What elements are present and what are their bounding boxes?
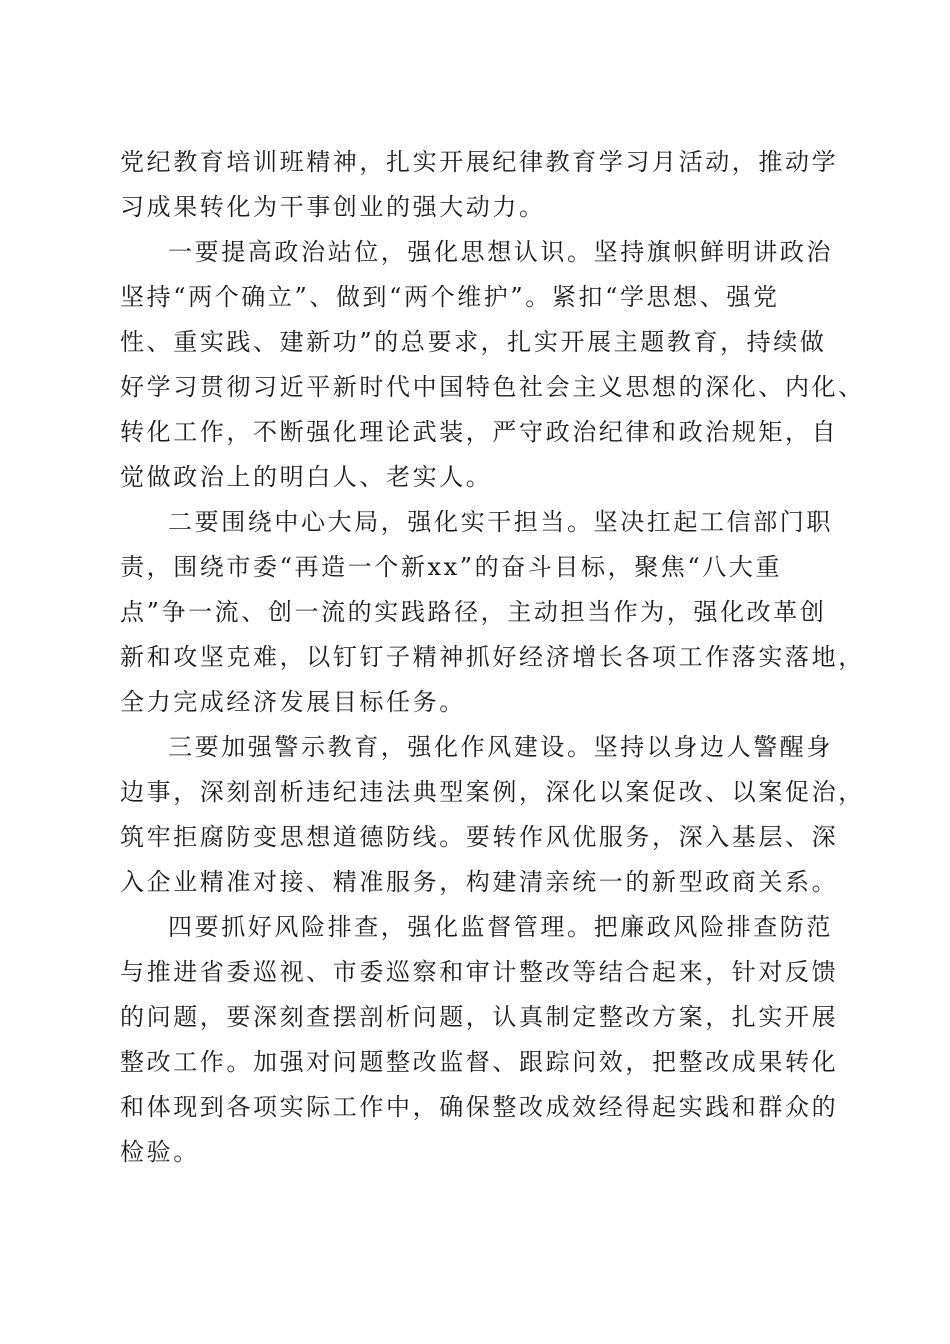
paragraph-line: 边事，深刻剖析违纪违法典型案例，深化以案促改、以案促治， [120, 778, 865, 806]
paragraph-line: 四要抓好风险排查，强化监督管理。把廉政风险排查防范 [168, 913, 833, 941]
paragraph-line: 的问题，要深刻查摆剖析问题，认真制定整改方案，扎实开展 [120, 1003, 839, 1031]
paragraph-line: 新和攻坚克难，以钉钉子精神抓好经济增长各项工作落实落地， [120, 643, 865, 671]
paragraph-line: 点”争一流、创一流的实践路径，主动担当作为，强化改革创 [120, 598, 827, 626]
paragraph-line: 二要围绕中心大局，强化实干担当。坚决扛起工信部门职 [168, 508, 833, 536]
paragraph-line: 坚持“两个确立”、做到“两个维护”。紧扣“学思想、强党 [120, 283, 780, 311]
paragraph-line: 和体现到各项实际工作中，确保整改成效经得起实践和群众的 [120, 1093, 839, 1121]
paragraph-line: 筑牢拒腐防变思想道德防线。要转作风优服务，深入基层、深 [120, 823, 839, 851]
paragraph-line: 习成果转化为干事创业的强大动力。 [120, 193, 546, 221]
paragraph-line: 党纪教育培训班精神，扎实开展纪律教育学习月活动，推动学 [120, 148, 839, 176]
paragraph-line: 转化工作，不断强化理论武装，严守政治纪律和政治规矩，自 [120, 418, 839, 446]
paragraph-line: 整改工作。加强对问题整改监督、跟踪问效，把整改成果转化 [120, 1048, 839, 1076]
paragraph-line: 好学习贯彻习近平新时代中国特色社会主义思想的深化、内化、 [120, 373, 865, 401]
paragraph-line: 觉做政治上的明白人、老实人。 [120, 463, 493, 491]
paragraph-line: 与推进省委巡视、市委巡察和审计整改等结合起来，针对反馈 [120, 958, 839, 986]
paragraph-line: 一要提高政治站位，强化思想认识。坚持旗帜鲜明讲政治 [168, 238, 833, 266]
paragraph-line: 检验。 [120, 1138, 200, 1166]
paragraph-line: 入企业精准对接、精准服务，构建清亲统一的新型政商关系。 [120, 868, 839, 896]
paragraph-line: 三要加强警示教育，强化作风建设。坚持以身边人警醒身 [168, 733, 833, 761]
paragraph-line: 全力完成经济发展目标任务。 [120, 688, 466, 716]
paragraph-line: 性、重实践、建新功”的总要求，扎实开展主题教育，持续做 [120, 328, 827, 356]
paragraph-line: 责，围绕市委“再造一个新xx”的奋斗目标，聚焦“八大重 [120, 553, 783, 581]
